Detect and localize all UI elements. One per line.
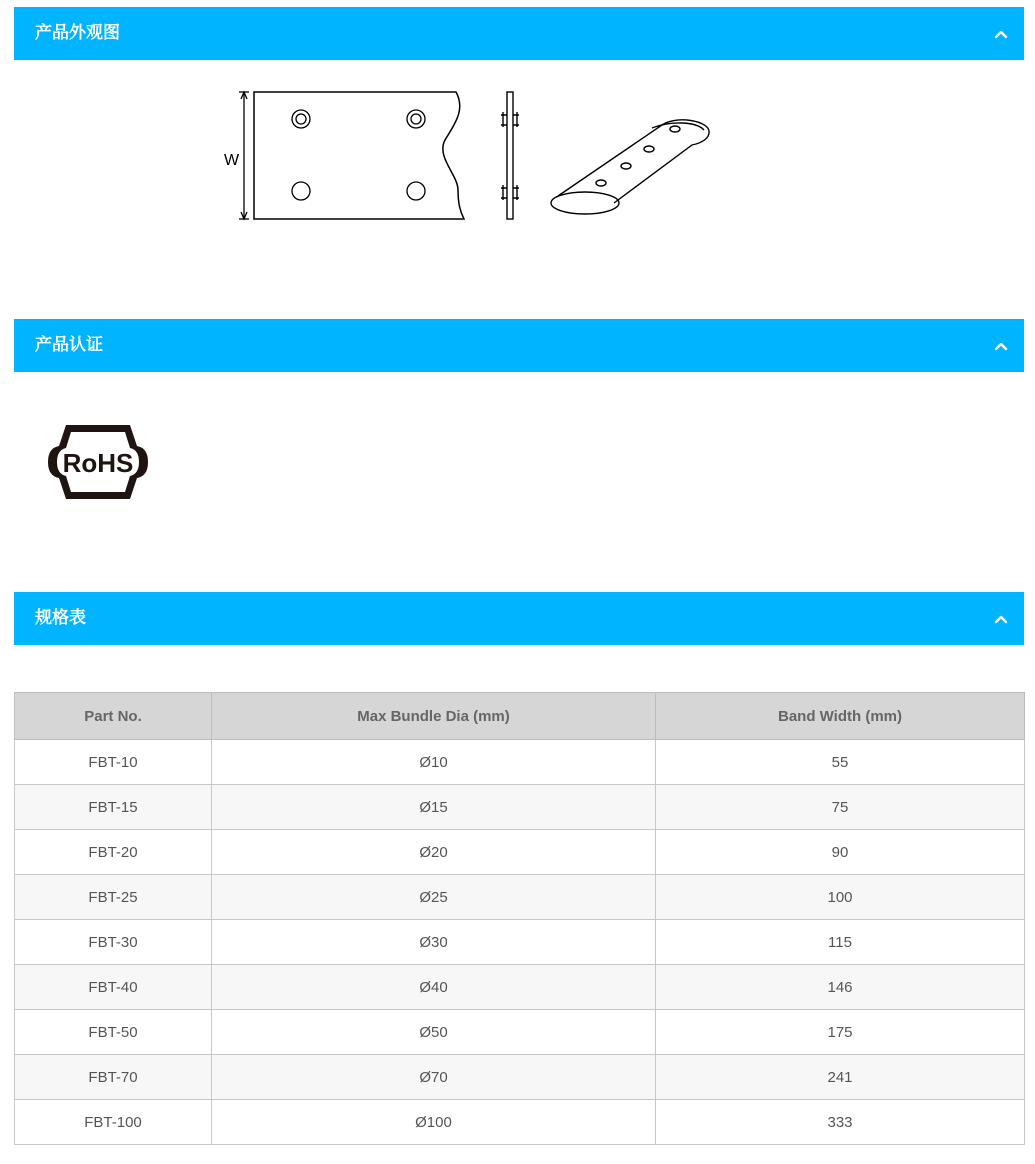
cell-bundle-dia: Ø15 <box>212 785 656 830</box>
cell-part-no: FBT-40 <box>15 965 212 1010</box>
spec-table <box>14 692 1025 1145</box>
cell-part-no: FBT-70 <box>15 1055 212 1100</box>
cell-bundle-dia: Ø20 <box>212 830 656 875</box>
cell-bundle-dia: Ø70 <box>212 1055 656 1100</box>
table-row <box>15 785 1025 830</box>
dimension-label: W <box>224 152 240 169</box>
cell-bundle-dia: Ø40 <box>212 965 656 1010</box>
section-title: 产品认证 <box>35 335 103 355</box>
table-header-row <box>15 693 1025 740</box>
column-header: Band Width (mm) <box>656 693 1025 740</box>
table-row <box>15 965 1025 1010</box>
cell-part-no: FBT-10 <box>15 740 212 785</box>
table-row <box>15 1055 1025 1100</box>
cell-part-no: FBT-15 <box>15 785 212 830</box>
cell-part-no: FBT-20 <box>15 830 212 875</box>
cell-part-no: FBT-30 <box>15 920 212 965</box>
plate-side <box>501 92 519 219</box>
cell-band-width: 115 <box>656 920 1025 965</box>
plate-holes <box>292 110 425 200</box>
cell-part-no: FBT-50 <box>15 1010 212 1055</box>
table-row <box>15 920 1025 965</box>
chevron-up-icon[interactable] <box>992 337 1010 355</box>
section-header-appearance[interactable] <box>14 7 1024 60</box>
rohs-badge <box>46 420 150 504</box>
cell-band-width: 333 <box>656 1100 1025 1145</box>
cell-bundle-dia: Ø10 <box>212 740 656 785</box>
cell-band-width: 175 <box>656 1010 1025 1055</box>
table-row <box>15 830 1025 875</box>
section-header-specs[interactable] <box>14 592 1024 645</box>
section-header-certification[interactable] <box>14 319 1024 372</box>
cell-part-no: FBT-25 <box>15 875 212 920</box>
column-header: Part No. <box>15 693 212 740</box>
cell-bundle-dia: Ø50 <box>212 1010 656 1055</box>
cell-band-width: 241 <box>656 1055 1025 1100</box>
cell-bundle-dia: Ø100 <box>212 1100 656 1145</box>
product-drawing <box>222 85 722 230</box>
table-row <box>15 1010 1025 1055</box>
cell-bundle-dia: Ø30 <box>212 920 656 965</box>
cell-bundle-dia: Ø25 <box>212 875 656 920</box>
chevron-up-icon[interactable] <box>992 25 1010 43</box>
dimension-arrow <box>239 92 249 219</box>
plate-rolled <box>551 120 709 214</box>
section-title: 产品外观图 <box>35 23 120 43</box>
cell-band-width: 100 <box>656 875 1025 920</box>
cell-band-width: 146 <box>656 965 1025 1010</box>
table-row <box>15 740 1025 785</box>
cell-band-width: 90 <box>656 830 1025 875</box>
section-title: 规格表 <box>35 608 86 628</box>
table-row <box>15 1100 1025 1145</box>
plate-front <box>254 92 464 219</box>
cell-band-width: 55 <box>656 740 1025 785</box>
column-header: Max Bundle Dia (mm) <box>212 693 656 740</box>
chevron-up-icon[interactable] <box>992 610 1010 628</box>
rohs-badge-text: RoHS <box>62 448 134 478</box>
cell-band-width: 75 <box>656 785 1025 830</box>
table-row <box>15 875 1025 920</box>
cell-part-no: FBT-100 <box>15 1100 212 1145</box>
